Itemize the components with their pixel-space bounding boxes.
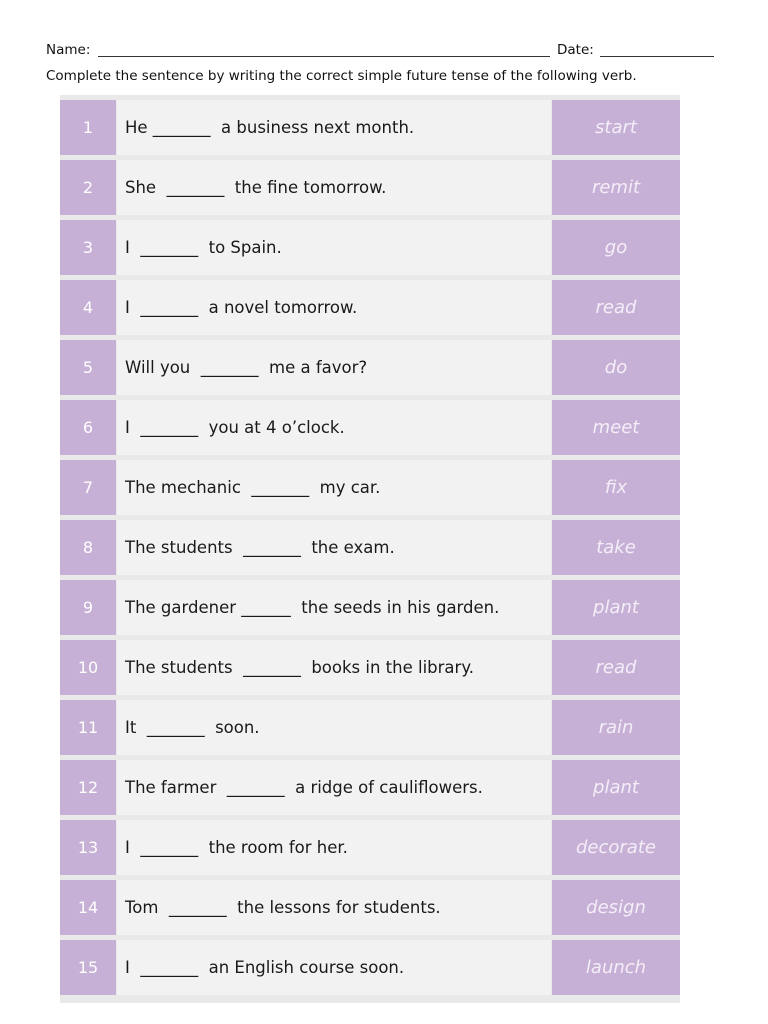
exercise-row <box>60 880 680 935</box>
item-number: 11 <box>60 700 116 755</box>
item-verb: do <box>552 340 680 395</box>
item-sentence: The students _______ books in the library. <box>117 640 551 695</box>
item-verb: start <box>552 100 680 155</box>
worksheet-header <box>46 42 718 62</box>
instructions-text: Complete the sentence by writing the correct simple future tense of the following verb. <box>46 68 637 84</box>
date-blank-line <box>600 56 714 57</box>
item-number: 13 <box>60 820 116 875</box>
item-number: 7 <box>60 460 116 515</box>
item-number: 2 <box>60 160 116 215</box>
item-sentence: I _______ the room for her. <box>117 820 551 875</box>
exercise-row <box>60 400 680 455</box>
item-sentence: Tom _______ the lessons for students. <box>117 880 551 935</box>
item-verb: take <box>552 520 680 575</box>
item-verb: rain <box>552 700 680 755</box>
exercise-row <box>60 520 680 575</box>
item-verb: plant <box>552 760 680 815</box>
exercise-row <box>60 700 680 755</box>
exercise-row <box>60 760 680 815</box>
item-verb: go <box>552 220 680 275</box>
item-sentence: I _______ an English course soon. <box>117 940 551 995</box>
item-sentence: I _______ a novel tomorrow. <box>117 280 551 335</box>
item-number: 15 <box>60 940 116 995</box>
exercise-row <box>60 340 680 395</box>
item-verb: launch <box>552 940 680 995</box>
item-number: 1 <box>60 100 116 155</box>
item-verb: plant <box>552 580 680 635</box>
item-sentence: The mechanic _______ my car. <box>117 460 551 515</box>
item-sentence: Will you _______ me a favor? <box>117 340 551 395</box>
item-verb: design <box>552 880 680 935</box>
item-sentence: I _______ to Spain. <box>117 220 551 275</box>
item-number: 3 <box>60 220 116 275</box>
item-sentence: The gardener ______ the seeds in his garden. <box>117 580 551 635</box>
item-sentence: He _______ a business next month. <box>117 100 551 155</box>
item-verb: read <box>552 280 680 335</box>
item-verb: remit <box>552 160 680 215</box>
exercise-row <box>60 100 680 155</box>
item-verb: meet <box>552 400 680 455</box>
item-number: 4 <box>60 280 116 335</box>
item-sentence: She _______ the fine tomorrow. <box>117 160 551 215</box>
item-verb: fix <box>552 460 680 515</box>
item-verb: read <box>552 640 680 695</box>
exercise-row <box>60 280 680 335</box>
exercise-row <box>60 580 680 635</box>
item-verb: decorate <box>552 820 680 875</box>
item-number: 9 <box>60 580 116 635</box>
exercise-row <box>60 220 680 275</box>
exercise-row <box>60 940 680 995</box>
item-number: 12 <box>60 760 116 815</box>
exercise-row <box>60 460 680 515</box>
name-label: Name: <box>46 42 91 58</box>
item-number: 5 <box>60 340 116 395</box>
date-label: Date: <box>557 42 594 58</box>
item-number: 14 <box>60 880 116 935</box>
item-sentence: The students _______ the exam. <box>117 520 551 575</box>
exercise-row <box>60 160 680 215</box>
exercise-table <box>60 95 680 1003</box>
item-sentence: I _______ you at 4 o’clock. <box>117 400 551 455</box>
item-number: 8 <box>60 520 116 575</box>
name-blank-line <box>98 56 550 57</box>
item-sentence: It _______ soon. <box>117 700 551 755</box>
item-number: 6 <box>60 400 116 455</box>
item-sentence: The farmer _______ a ridge of cauliflowers. <box>117 760 551 815</box>
exercise-row <box>60 820 680 875</box>
item-number: 10 <box>60 640 116 695</box>
exercise-row <box>60 640 680 695</box>
